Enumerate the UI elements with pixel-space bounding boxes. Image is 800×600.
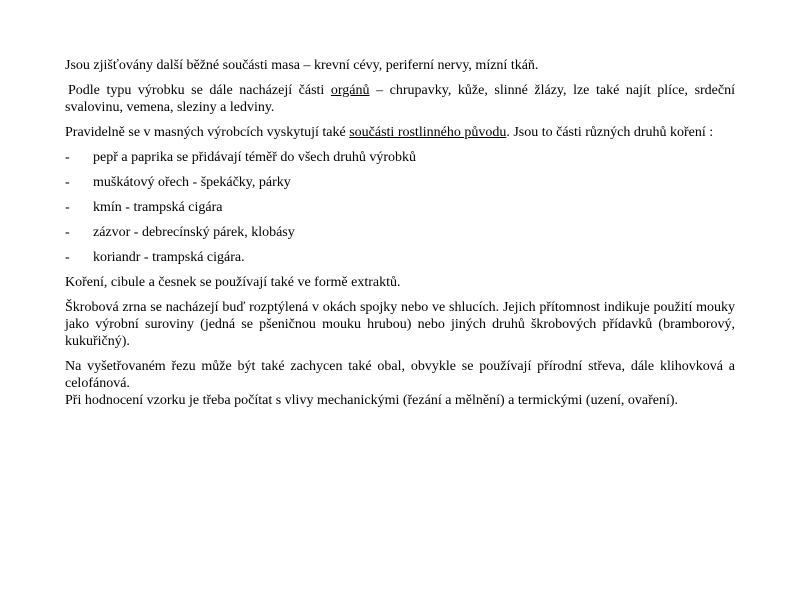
paragraph-casing: Na vyšetřovaném řezu může být také zachycen také obal, obvykle se používají přírodní střeva, dále klihovková a celofánová. xyxy=(65,359,735,391)
paragraph-organs-text-after: – chrupavky, kůže, slinné žlázy, lze také najít plíce, srdeční svalovinu, vemena, sleziny a ledviny. xyxy=(65,83,735,115)
list-item-text: zázvor - debrecínský párek, klobásy xyxy=(93,225,295,240)
list-item xyxy=(65,149,735,166)
spices-list xyxy=(65,149,735,266)
paragraph-evaluation: Při hodnocení vzorku je třeba počítat s vlivy mechanickými (řezání a mělnění) a termickými (uzení, ovaření). xyxy=(65,393,679,408)
list-item-text: muškátový ořech - špekáčky, párky xyxy=(93,175,291,190)
list-item-text: kmín - trampská cigára xyxy=(93,200,223,215)
list-item xyxy=(65,199,735,216)
paragraph-organs-text-before: Podle typu výrobku se dále nacházejí části xyxy=(68,83,331,98)
paragraph-plant-text-after: . Jsou to části různých druhů koření : xyxy=(506,125,714,140)
bullet-dash: - xyxy=(65,175,70,190)
bullet-dash: - xyxy=(65,250,70,265)
paragraph-extracts: Koření, cibule a česnek se používají také ve formě extraktů. xyxy=(65,275,401,290)
list-item xyxy=(65,224,735,241)
plant-origin-underlined-term: součásti rostlinného původu xyxy=(349,125,507,140)
paragraph-plant-components xyxy=(65,124,735,141)
bullet-dash: - xyxy=(65,225,70,240)
list-item-text: pepř a paprika se přidávají téměř do všech druhů výrobků xyxy=(93,150,417,165)
paragraph-plant-text-before: Pravidelně se v masných výrobcích vyskytují také xyxy=(65,125,350,140)
list-item-text: koriandr - trampská cigára. xyxy=(93,250,245,265)
list-item xyxy=(65,249,735,266)
list-item xyxy=(65,174,735,191)
organs-underlined-term: orgánů xyxy=(330,83,370,98)
bullet-dash: - xyxy=(65,200,70,215)
paragraph-starch-grains: Škrobová zrna se nacházejí buď rozptýlená v okách spojky nebo ve shlucích. Jejich přítomnost indikuje použití mouky jako výrobní suroviny (jedná se pšeničnou mouku hrubou) nebo jiných druhů škrobových přídavků (bramborový, kukuřičný). xyxy=(65,300,735,349)
paragraph-organs xyxy=(65,82,735,116)
paragraph-meat-components: Jsou zjišťovány další běžné součásti masa – krevní cévy, periferní nervy, mízní tkáň. xyxy=(65,58,539,73)
document-body xyxy=(65,57,735,417)
bullet-dash: - xyxy=(65,150,70,165)
